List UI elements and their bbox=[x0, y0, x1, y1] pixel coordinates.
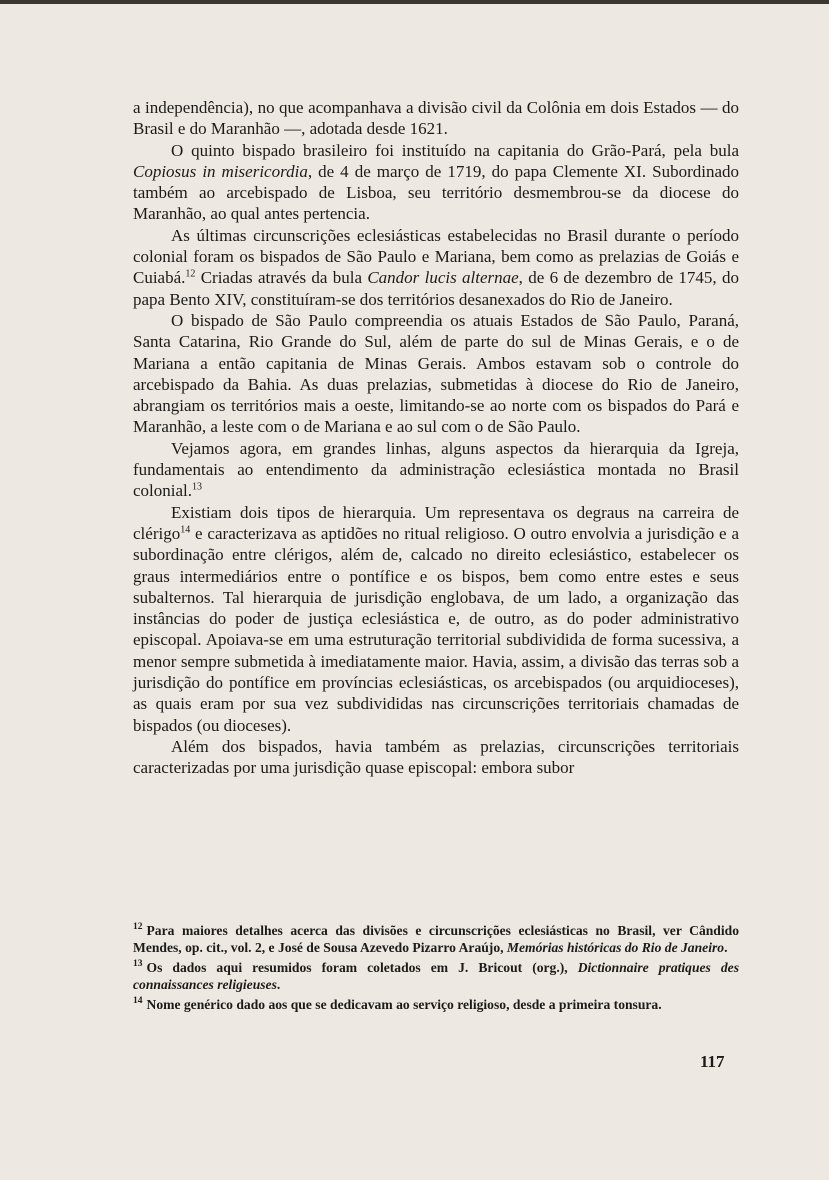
footnote bbox=[133, 922, 739, 957]
footnote-number: 12 bbox=[133, 922, 143, 933]
text-run: Existiam dois tipos de hierarquia. Um representava os degraus na carreira de clérigo bbox=[133, 502, 739, 543]
footnotes bbox=[133, 922, 739, 1015]
top-border-rule bbox=[0, 0, 829, 4]
text-run: a independência), no que acompanhava a divisão civil da Colônia em dois Estados — do Brasil e do Maranhão —, adotada desde 1621. bbox=[133, 98, 739, 139]
footnote bbox=[133, 996, 739, 1013]
text-run: Vejamos agora, em grandes linhas, alguns aspectos da hierarquia da Igreja, fundamentais ao entendimento da administração eclesiástica montada no Brasil colonial. bbox=[133, 438, 739, 501]
body-text bbox=[133, 97, 739, 779]
paragraph bbox=[133, 140, 739, 225]
footnote-reference: 12 bbox=[185, 268, 196, 280]
text-run: Para maiores detalhes acerca das divisões e circunscrições eclesiásticas no Brasil, ver Cândido Mendes, op. cit., vol. 2, e José de Sousa Azevedo Pizarro Araújo, bbox=[133, 923, 739, 956]
footnote bbox=[133, 959, 739, 994]
text-run: , de 4 de março de 1719, do papa Clemente XI. Subordinado também ao arcebispado de Lisboa, seu território desmembrou-se da diocese do Maranhão, ao qual antes pertencia. bbox=[133, 161, 739, 224]
text-run: O quinto bispado brasileiro foi instituído na capitania do Grão-Pará, pela bula bbox=[171, 140, 739, 160]
paragraph bbox=[133, 438, 739, 502]
footnote-reference: 14 bbox=[180, 524, 191, 536]
text-run: e caracterizava as aptidões no ritual religioso. O outro envolvia a jurisdição e a subordinação entre clérigos, além de, calcado no direito eclesiástico, estabelecer os graus intermediários entre o pontífice e os bispos, bem como entre estes e seus subalternos. Tal hierarquia de jurisdição englobava, de um lado, a organização das instâncias do poder de justiça eclesiástica e, de outro, as do poder administrativo episcopal. Apoiava-se em uma estruturação territorial subdividida de forma sucessiva, a menor sempre submetida à imediatamente maior. Havia, assim, a divisão das terras sob a jurisdição do pontífice em províncias eclesiásticas, os arcebispados (ou arquidioceses), as quais eram por sua vez subdivididas nas circunscrições territoriais chamadas de bispados (ou dioceses). bbox=[133, 523, 739, 735]
paragraph bbox=[133, 502, 739, 736]
text-run: Os dados aqui resumidos foram coletados em J. Bricout (org.), bbox=[146, 959, 578, 975]
paragraph bbox=[133, 736, 739, 779]
italic-title: Candor lucis alternae bbox=[367, 268, 519, 288]
text-run: Nome genérico dado aos que se dedicavam ao serviço religioso, desde a primeira tonsura. bbox=[146, 996, 662, 1012]
text-run: . bbox=[276, 977, 281, 993]
paragraph bbox=[133, 225, 739, 310]
paragraph bbox=[133, 97, 739, 140]
footnote-reference: 13 bbox=[192, 481, 203, 493]
text-run: As últimas circunscrições eclesiásticas estabelecidas no Brasil durante o período colonial foram os bispados de São Paulo e Mariana, bem como as prelazias de Goiás e Cuiabá. bbox=[133, 225, 739, 288]
italic-title: Memórias históricas do Rio de Janeiro bbox=[506, 940, 725, 956]
text-run: Criadas através da bula bbox=[195, 268, 368, 288]
italic-title: Copiosus in misericordia bbox=[133, 161, 308, 181]
footnote-number: 14 bbox=[133, 996, 143, 1007]
page-number: 117 bbox=[700, 1052, 725, 1071]
text-run: O bispado de São Paulo compreendia os atuais Estados de São Paulo, Paraná, Santa Catarina, Rio Grande do Sul, além de parte do sul de Minas Gerais, e o de Mariana a então capitania de Minas Gerais. Ambos estavam sob o controle do arcebispado da Bahia. As duas prelazias, submetidas à diocese do Rio de Janeiro, abrangiam os territórios mais a oeste, limitando-se ao norte com os bispados do Pará e Maranhão, a leste com o de Mariana e ao sul com o de São Paulo. bbox=[133, 310, 739, 437]
text-run: , de 6 de dezembro de 1745, do papa Bento XIV, constituíram-se dos territórios desanexados do Rio de Janeiro. bbox=[133, 268, 739, 309]
paragraph bbox=[133, 310, 739, 438]
footnote-number: 13 bbox=[133, 959, 143, 970]
text-run: Além dos bispados, havia também as prelazias, circunscrições territoriais caracterizadas por uma jurisdição quase episcopal: embora subor bbox=[133, 736, 739, 778]
italic-title: Dictionnaire pratiques des connaissances religieuses bbox=[133, 959, 739, 993]
text-run: . bbox=[724, 940, 728, 956]
